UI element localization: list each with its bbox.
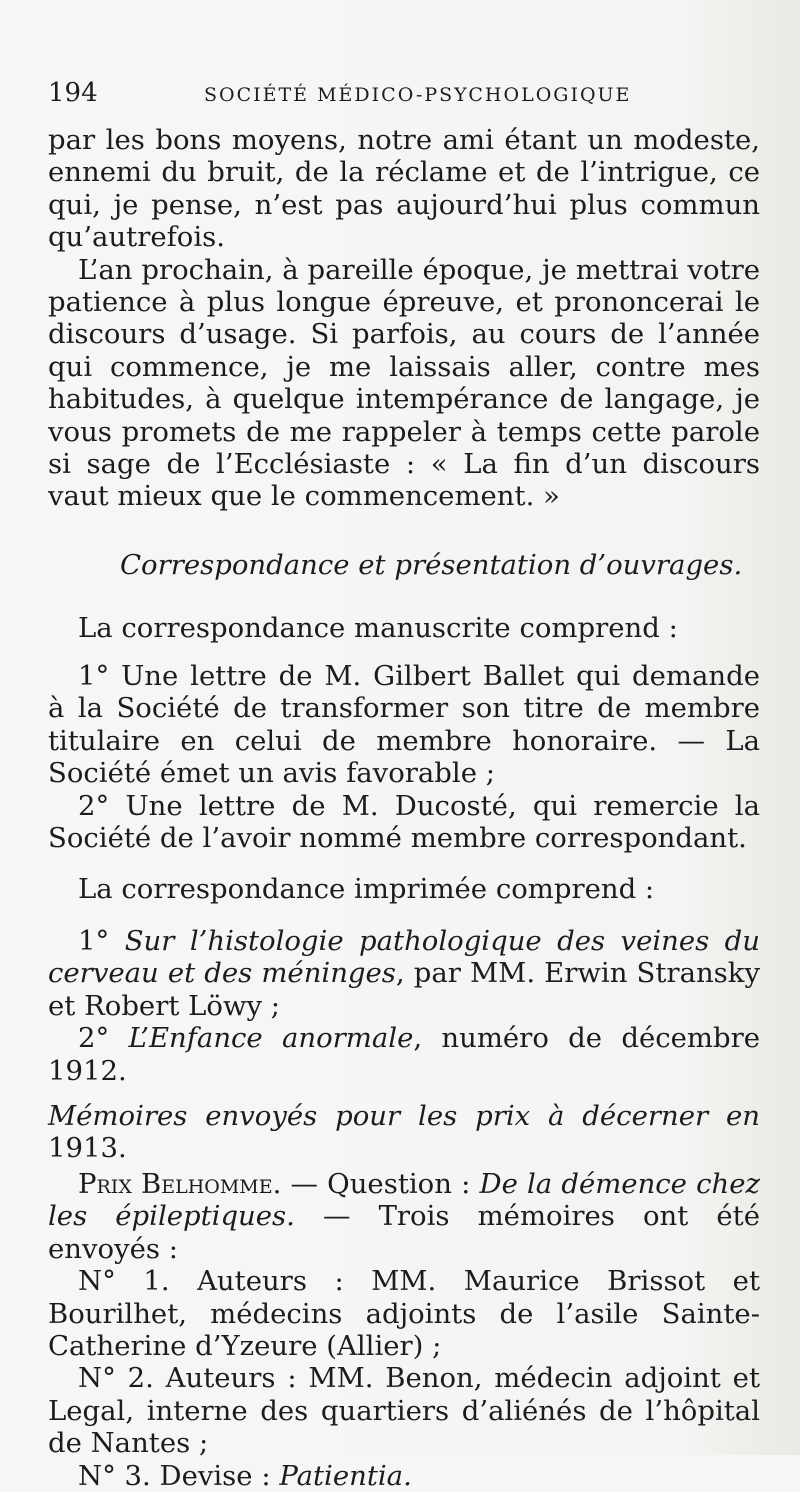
- section-heading-memoires: [48, 1100, 760, 1164]
- running-header: [48, 78, 752, 114]
- prize-section: [48, 1168, 760, 1492]
- printed-item-2-details: , numéro de décembre 1912.: [48, 1022, 760, 1087]
- question-rest: — Trois mémoires ont été envoyés :: [48, 1200, 761, 1265]
- memoire-3-prefix: N° 3. Devise :: [78, 1459, 280, 1492]
- memoires-heading-text: Mémoires envoyés pour les prix à décerner en: [48, 1100, 760, 1132]
- printed-items: [48, 925, 760, 1087]
- printed-correspondence-intro: [48, 873, 760, 905]
- memoire-3-devise: Patientia.: [279, 1459, 412, 1492]
- manuscript-intro: La correspondance manuscrite comprend :: [78, 612, 678, 644]
- paragraph-continuation: par les bons moyens, notre ami étant un modeste, ennemi du bruit, de la réclame et de l’intrigue, ce qui, je pense, n’est pas aujourd’hui plus commun qu’autrefois.: [48, 124, 760, 254]
- memoires-heading-year: 1913.: [48, 1132, 127, 1164]
- printed-item-1: [48, 925, 760, 1022]
- printed-item-1-number: 1°: [78, 925, 110, 957]
- prize-question: De la démence chez les épileptiques.: [48, 1168, 760, 1233]
- manuscript-items: [48, 660, 760, 854]
- question-label: — Question :: [281, 1168, 480, 1200]
- printed-item-2-number: 2°: [78, 1022, 110, 1055]
- section-heading-correspondance: Correspondance et présentation d’ouvrages.: [120, 549, 743, 581]
- prize-paragraph: [48, 1168, 760, 1265]
- manuscript-correspondence: [48, 612, 760, 644]
- running-title: SOCIÉTÉ MÉDICO-PSYCHOLOGIQUE: [204, 84, 632, 106]
- manuscript-item-1: 1° Une lettre de M. Gilbert Ballet qui demande à la Société de transformer son titre de membre titulaire en celui de membre honoraire. — La Société émet un avis favorable ;: [48, 660, 760, 790]
- prize-name: Prix Belhomme.: [78, 1168, 282, 1200]
- printed-item-2-title: L’Enfance anormale: [128, 1022, 414, 1055]
- printed-intro: La correspondance imprimée comprend :: [78, 873, 655, 905]
- paragraph-closing: L’an prochain, à pareille époque, je mettrai votre patience à plus longue épreuve, et prononcerai le discours d’usage. Si parfois, au cours de l’année qui commence, je me laissais aller, contre mes habitudes, à quelque intempérance de langage, je vous promets de me rappeler à temps cette parole si sage de l’Ecclésiaste : « La fin d’un discours vaut mieux que le commencement. »: [48, 253, 760, 513]
- manuscript-item-2: 2° Une lettre de M. Ducosté, qui remercie la Société de l’avoir nommé membre correspondant.: [48, 789, 760, 855]
- page-number: 194: [48, 78, 98, 108]
- printed-item-1-authors: , par MM. Erwin Stransky et Robert Löwy ;: [48, 957, 760, 1022]
- intro-block: [48, 124, 760, 513]
- memoire-1: N° 1. Auteurs : MM. Maurice Brissot et Bourilhet, médecins adjoints de l’asile Sainte-Catherine d’Yzeure (Allier) ;: [48, 1265, 760, 1363]
- printed-item-2: [48, 1022, 760, 1087]
- memoire-3: [48, 1460, 760, 1492]
- memoire-2: N° 2. Auteurs : MM. Benon, médecin adjoint et Legal, interne des quartiers d’aliénés de l’hôpital de Nantes ;: [48, 1362, 760, 1460]
- printed-item-1-title: Sur l’histologie pathologique des veines du cerveau et des méninges: [48, 925, 760, 990]
